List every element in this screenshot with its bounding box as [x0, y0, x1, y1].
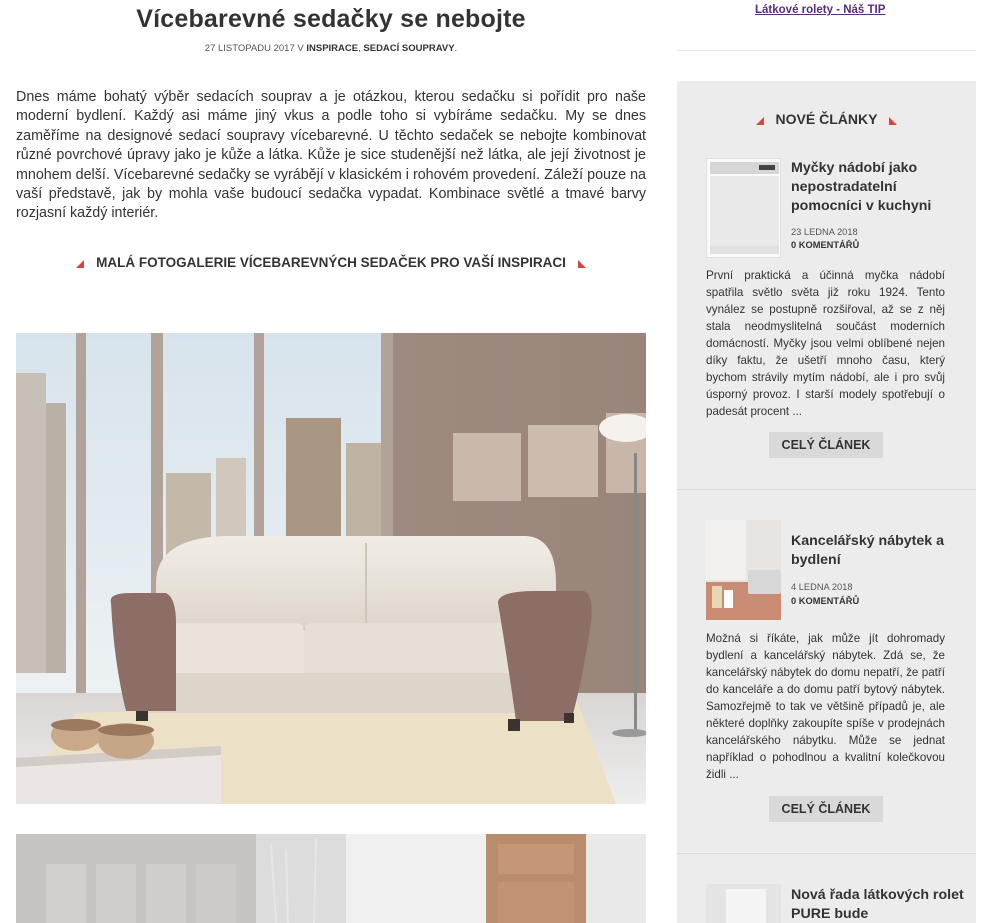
- latkove-rolety-link[interactable]: Látkové rolety - Náš TIP: [755, 4, 886, 16]
- meta-end: .: [454, 43, 458, 54]
- sidebar-article-comments[interactable]: 0 KOMENTÁŘŮ: [791, 596, 860, 606]
- sidebar-heading-text: NOVÉ ČLÁNKY: [775, 111, 878, 127]
- dishwasher-illustration: [707, 159, 781, 258]
- gallery-photo-2[interactable]: [16, 834, 646, 923]
- sidebar-new-articles: [677, 81, 976, 923]
- category-link-inspirace[interactable]: INSPIRACE: [306, 43, 359, 54]
- sidebar-article-title[interactable]: Myčky nádobí jako nepostradatelní pomocníci v kuchyni: [791, 160, 932, 214]
- article-main: [16, 0, 646, 270]
- sidebar-heading: [677, 111, 976, 127]
- photo-2-illustration: [16, 834, 646, 923]
- dishwasher-thumbnail[interactable]: [706, 158, 781, 258]
- sidebar-divider: [677, 50, 976, 51]
- article-meta: [16, 43, 646, 54]
- category-link-sedaci-soupravy[interactable]: SEDACÍ SOUPRAVY: [363, 43, 455, 54]
- sidebar-article-date: 23 LEDNA 2018: [791, 227, 858, 237]
- sidebar-article-date: 4 LEDNA 2018: [791, 582, 853, 592]
- read-more-button[interactable]: CELÝ ČLÁNEK: [769, 432, 883, 458]
- article-divider: [677, 489, 976, 490]
- gallery-heading: [16, 255, 646, 270]
- office-thumbnail[interactable]: [706, 520, 781, 620]
- sofa-photo-illustration: [16, 333, 646, 804]
- article-date: 27 LISTOPADU 2017 V: [204, 43, 304, 54]
- article-title: Vícebarevné sedačky se nebojte: [136, 5, 526, 33]
- read-more-button[interactable]: CELÝ ČLÁNEK: [769, 796, 883, 822]
- roller-blind-thumbnail[interactable]: [706, 884, 781, 923]
- sidebar-article-title[interactable]: Kancelářský nábytek a bydlení: [791, 533, 945, 568]
- article-divider: [677, 853, 976, 854]
- sidebar-article-excerpt: První praktická a účinná myčka nádobí spatřila světlo světa již roku 1924. Tento vynález se postupně rozšiřoval, až se z něj stala neodmyslitelná součást moderních domácností. Myčky jsou velmi oblíbené nejen díky faktu, že ušetří mnoho času, který bychom strávily mytím nádobí, ale i pro svůj úsporný provoz. I starší modely spotřebují o padesát procent ...: [706, 269, 945, 418]
- triangle-left-icon: [756, 117, 764, 125]
- sidebar-article-excerpt: Možná si říkáte, jak může jít dohromady bydlení a kancelářský nábytek. Zdá se, že kancelářský nábytek do domu nepatří, že patří do kanceláře a do domu patří bytový nábytek. Samozřejmě to tak ve většině případů je, ale některé doplňky zakoupíte spíše v prodejnách kancelářského nábytku. Může se jednat například o pohodlnou a kvalitní kolečkovou židli ...: [706, 632, 945, 781]
- sidebar-article-comments[interactable]: 0 KOMENTÁŘŮ: [791, 240, 860, 250]
- meta-separator: ,: [358, 43, 361, 54]
- roller-blind-illustration: [706, 884, 781, 923]
- article-intro: Dnes máme bohatý výběr sedacích souprav a je otázkou, kterou sedačku si pořídit pro naše moderní bydlení. Každý asi máme jiný vkus a podle toho si vybíráme sedačku. My se dnes zaměříme na designové sedací soupravy vícebarevné. U těchto sedaček se nebojte kombinovat různé povrchové úpravy jako je kůže a látka. Kůže je sice studenější než látka, ale její životnost je mnohem delší. Vícebarevné sedačky se vyrábějí v klasickém i rohovém provedení. Záleží pouze na vaší představě, jak by mohla vaše budoucí sedačka vypadat. Kombinace světlé a tmavé barvy rozjasní každý interiér.: [16, 89, 646, 222]
- triangle-right-icon: [578, 260, 586, 268]
- office-illustration: [706, 520, 781, 620]
- gallery-photo-sofa[interactable]: [16, 333, 646, 804]
- triangle-right-icon: [889, 117, 897, 125]
- sidebar-article-title[interactable]: Nová řada látkových rolet PURE bude: [791, 887, 964, 922]
- gallery-heading-text: MALÁ FOTOGALERIE VÍCEBAREVNÝCH SEDAČEK PRO VAŠÍ INSPIRACI: [96, 254, 566, 270]
- triangle-left-icon: [76, 260, 84, 268]
